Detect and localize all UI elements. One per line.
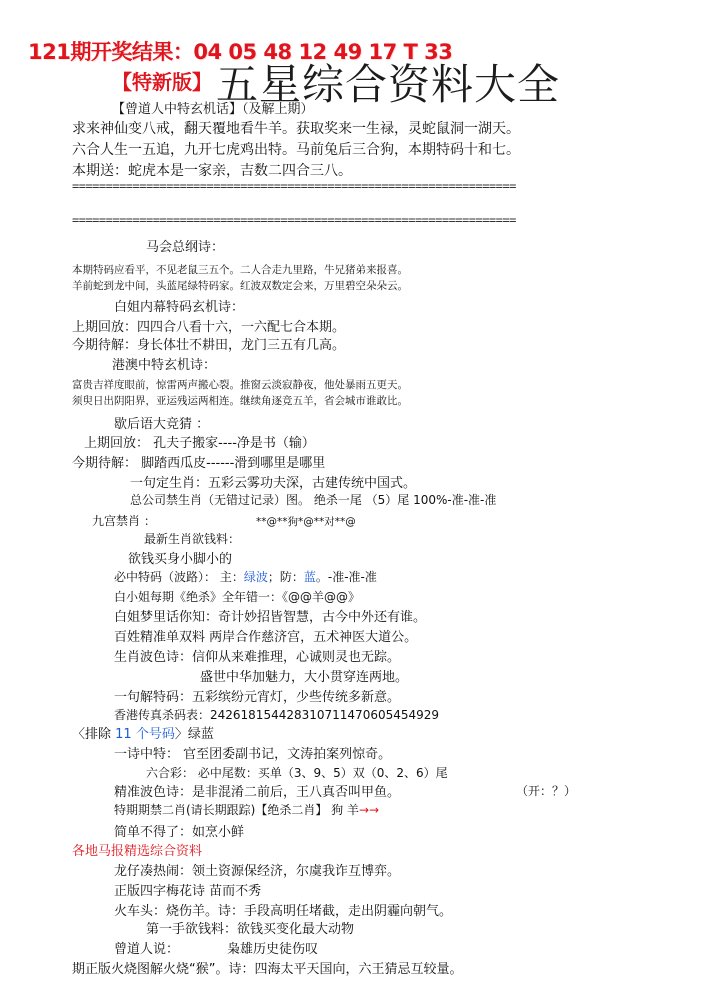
section-title-zengdaoren: 【曾道人中特玄机话】（及解上期） [112,102,314,117]
text-line: 上期回放：四四合八看十六，一六配七合本期。 [72,320,346,335]
text-line: 简单不得了：如烹小鲜 [114,825,245,840]
separator: ================================================================== [72,179,516,193]
text-line: 盛世中华加魅力，大小贯穿连两地。 [200,670,409,685]
text-line: 上期回放： 孔夫子搬家----净是书（输） [84,436,315,451]
separator: ================================================================== [72,213,516,227]
text-line: **@**狗*@**对**@ [256,516,356,528]
text-line: 白小姐每期《绝杀》全年错一：《@@羊@@》 [114,590,361,604]
text-line: 求来神仙变八戒，翻天覆地看牛羊。获取奖来一生禄，灵蛇鼠洞一湖天。 [72,121,520,137]
text-line: 本期送：蛇虎本是一家亲，吉数二四合三八。 [72,163,352,179]
text-line: 须臾日出阴阳界，亚运残运两相连。继续角逐竞五羊，省会城市谁敢比。 [72,395,408,407]
text-line: 〈排除 11 个号码〉绿蓝 [72,727,214,742]
text-line: 九宫禁肖 ： [92,514,156,528]
text-line: 羊前蛇到龙中间，头蓝尾绿特码家。红波双数定会来，万里碧空朵朵云。 [72,280,408,292]
text-line: 曾道人说： 枭雄历史徒伤叹 [114,942,319,957]
text-line: （开：？） [516,784,577,798]
text-line: 香港传真杀码表：24261815442831071147060545492​9 [114,708,440,722]
section-title-xiehouyu: 歇后语大竞猜 ： [114,417,210,432]
text-line: 火车头：烧伤羊。诗：手段高明任堵截，走出阴霾向朝气。 [114,904,453,919]
section-title-qianliao: 最新生肖欲钱料： [144,532,241,546]
text-line: 富贵吉祥度眼前，惊雷两声搬心裂。推窗云淡寂静夜，他处暴雨五更天。 [72,379,408,391]
text-line: 六合人生一五追，九开七虎鸡出特。马前兔后三合狗，本期特码十和七。 [72,142,520,158]
page-title: 五星综合资料大全 [216,60,561,109]
draw-result-header: 121期开奖结果：04 05 48 12 49 17 T 33 [28,40,453,64]
text-line: 今期待解： 脚踏西瓜皮------滑到哪里是哪里 [72,456,326,471]
section-title-mahui: 马会总纲诗： [146,240,225,255]
text-line: 期正版火烧图解火烧“猴”。诗：四海太平天国向，六王猜忌互较量。 [72,962,463,977]
text-line: 精准波色诗：是非混淆二前后，王八真否叫甲鱼。 [114,785,401,800]
text-line: 六合彩： 必中尾数：买单（3、9、5）双（0、2、6）尾 [146,766,448,780]
text-line: 百姓精准单双料 两岸合作慈济宫，五术神医大道公。 [114,630,418,645]
text-line: 第一手欲钱料：欲钱买变化最大动物 [146,922,355,937]
text-line: 白姐梦里话你知：奇计妙招皆智慧，古今中外还有谁。 [114,610,427,625]
text-line: 今期待解：身长体壮不耕田，龙门三五有几高。 [72,338,346,353]
edition-badge: 【特新版】 [112,70,212,94]
text-line: 一句解特码：五彩缤纷元宵灯，少些传统多新意。 [114,690,401,705]
text-line: 一诗中特： 官至团委副书记，文涛拍案列惊奇。 [114,747,392,762]
text-line: 生肖波色诗：信仰从来难推理，心诚则灵也无踪。 [114,650,401,665]
text-line: 总公司禁生肖（无错过记录）图。 绝杀一尾 （5）尾 100%-准-准-准 [130,493,497,507]
text-line: 必中特码（波路）： 主：绿波；防：蓝。-准-准-准 [114,570,377,584]
text-line: 特期期禁二肖(请长期跟踪)【绝杀二肖】 狗 羊→→ [114,803,380,817]
text-line: 龙仔凑热闹：领土资源保经济，尔虞我诈互博弈。 [114,864,401,879]
section-title-gedi: 各地马报精选综合资料 [72,844,203,859]
text-line: 正版四字梅花诗 苗而不秀 [114,884,262,899]
text-line: 一句定生肖：五彩云雾功夫深，古建传统中国式。 [130,476,417,491]
text-line: 本期特码应看平，不见老鼠三五个。二人合走九里路，牛兄猪弟来报喜。 [72,264,408,276]
text-line: 欲钱买身小脚小的 [128,552,233,567]
section-title-gangao: 港澳中特玄机诗： [112,358,217,373]
section-title-baijie: 白姐内幕特码玄机诗： [114,300,245,315]
